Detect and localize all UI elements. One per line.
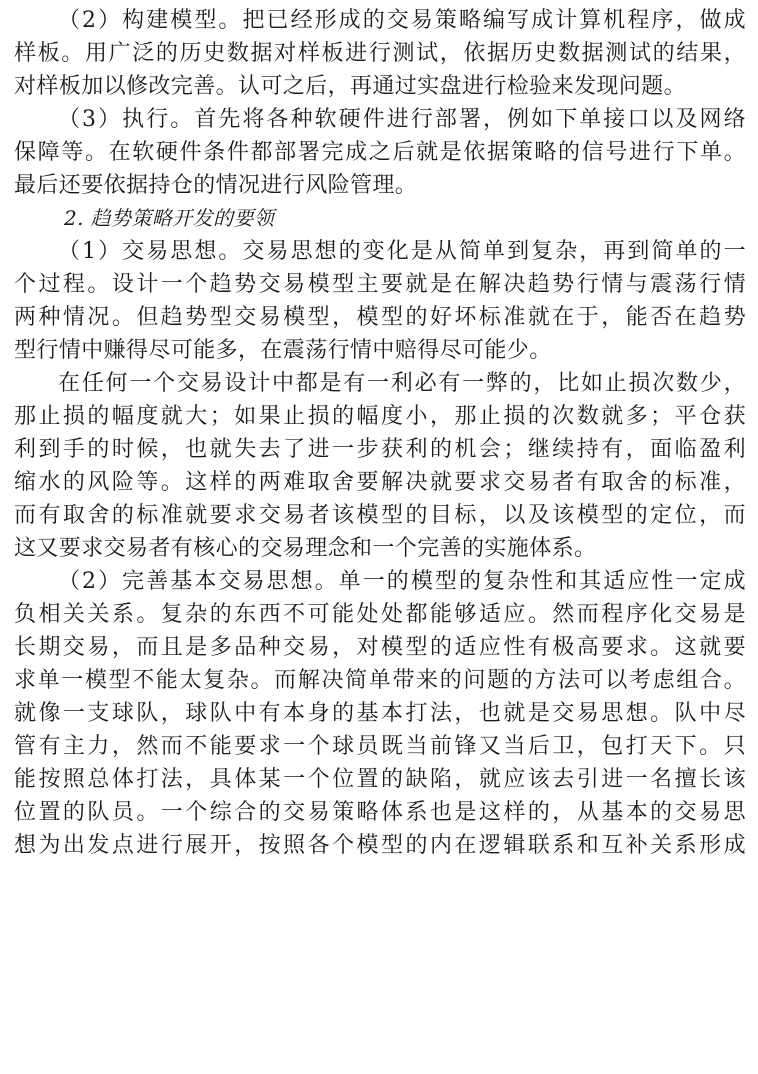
text-line: 求单一模型不能太复杂。而解决简单带来的问题的方法可以考虑组合。: [14, 668, 746, 693]
text-line: 个过程。设计一个趋势交易模型主要就是在解决趋势行情与震荡行情: [14, 272, 746, 297]
text-line: 而有取舍的标准就要求交易者该模型的目标，以及该模型的定位，而: [14, 503, 746, 528]
text-line: 保障等。在软硬件条件都部署完成之后就是依据策略的信号进行下单。: [14, 140, 746, 165]
text-line: 缩水的风险等。这样的两难取舍要解决就要求交易者有取舍的标准，: [14, 470, 746, 495]
text-line: 最后还要依据持仓的情况进行风险管理。: [14, 173, 418, 198]
heading-text: 2. 趋势策略开发的要领: [64, 206, 275, 230]
paragraph-trading-idea: [14, 235, 746, 367]
text-line: 型行情中赚得尽可能多，在震荡行情中赔得尽可能少。: [14, 338, 552, 363]
text-line: 位置的队员。一个综合的交易策略体系也是这样的，从基本的交易思: [14, 800, 746, 825]
text-line: （3）执行。首先将各种软硬件进行部署，例如下单接口以及网络: [58, 107, 746, 132]
paragraph-refine-idea: [14, 565, 746, 862]
text-line: 这又要求交易者有核心的交易理念和一个完善的实施体系。: [14, 536, 597, 561]
text-line: 利到手的时候，也就失去了进一步获利的机会；继续持有，面临盈利: [14, 437, 746, 462]
text-line: （2）构建模型。把已经形成的交易策略编写成计算机程序，做成: [58, 8, 746, 33]
text-line: 能按照总体打法，具体某一个位置的缺陷，就应该去引进一名擅长该: [14, 767, 746, 792]
text-line: 那止损的幅度就大；如果止损的幅度小，那止损的次数就多；平仓获: [14, 404, 746, 429]
text-line: 在任何一个交易设计中都是有一利必有一弊的，比如止损次数少，: [58, 371, 746, 396]
text-line: 对样板加以修改完善。认可之后，再通过实盘进行检验来发现问题。: [14, 74, 687, 99]
paragraph-build-model: [14, 4, 746, 103]
text-line: 样板。用广泛的历史数据对样板进行测试，依据历史数据测试的结果，: [14, 41, 746, 66]
text-line: 管有主力，然而不能要求一个球员既当前锋又当后卫，包打天下。只: [14, 734, 746, 759]
text-line: 长期交易，而且是多品种交易，对模型的适应性有极高要求。这就要: [14, 635, 746, 660]
text-line: 两种情况。但趋势型交易模型，模型的好坏标准就在于，能否在趋势: [14, 305, 746, 330]
section-heading: [14, 202, 746, 235]
text-line: 就像一支球队，球队中有本身的基本打法，也就是交易思想。队中尽: [14, 701, 746, 726]
text-line: （2）完善基本交易思想。单一的模型的复杂性和其适应性一定成: [58, 569, 746, 594]
paragraph-tradeoffs: [14, 367, 746, 565]
text-line: 负相关关系。复杂的东西不可能处处都能够适应。然而程序化交易是: [14, 602, 746, 627]
text-line: 想为出发点进行展开，按照各个模型的内在逻辑联系和互补关系形成: [14, 833, 746, 858]
text-line: （1）交易思想。交易思想的变化是从简单到复杂，再到简单的一: [58, 239, 746, 264]
paragraph-execute: [14, 103, 746, 202]
